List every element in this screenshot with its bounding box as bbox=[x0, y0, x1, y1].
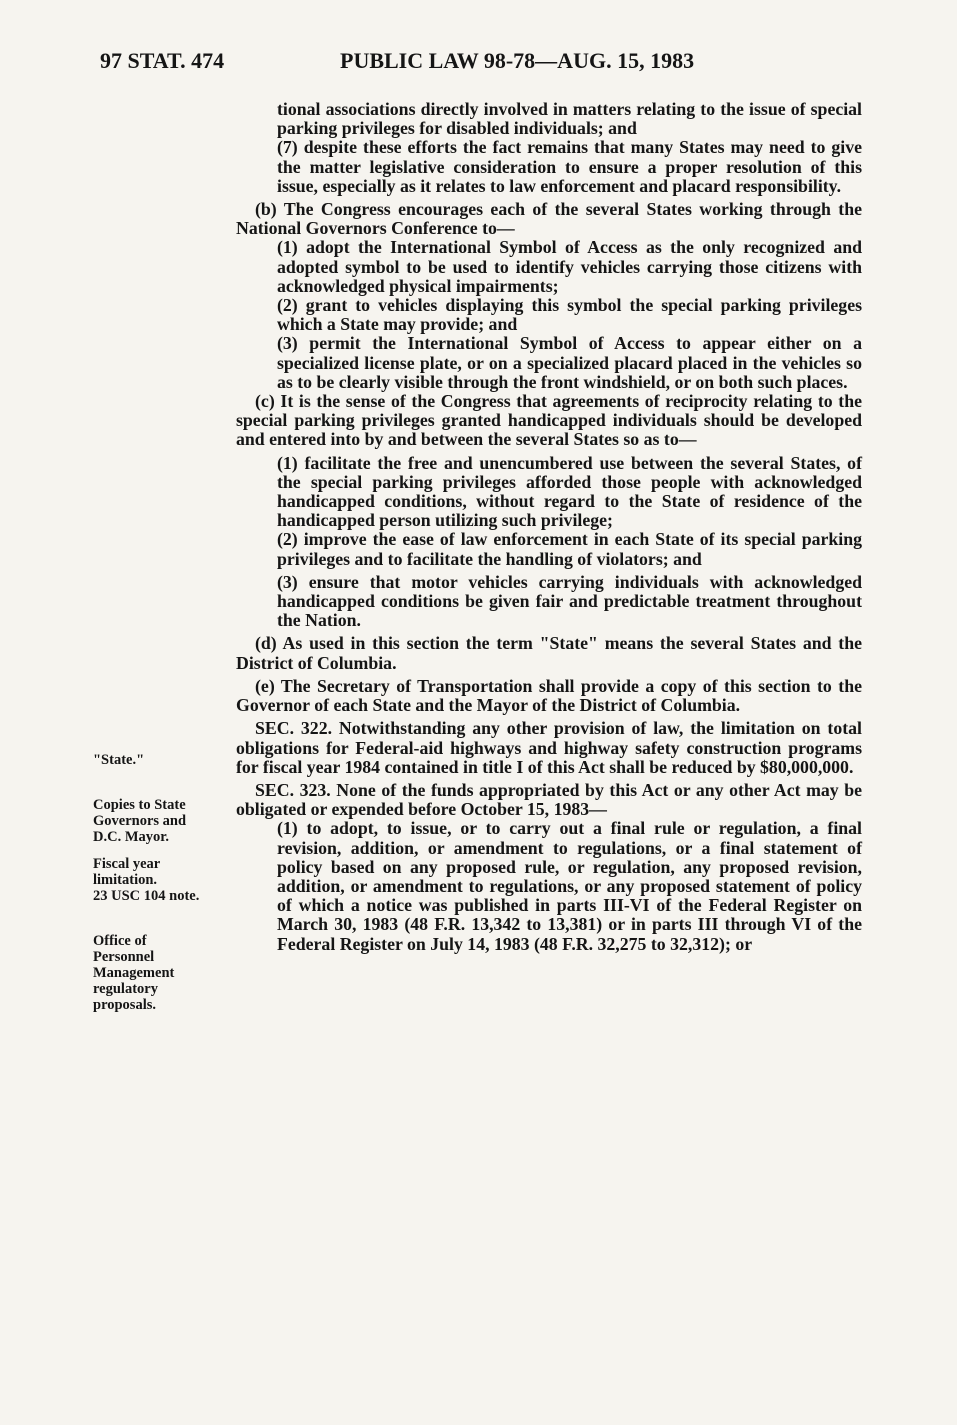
paragraph: (7) despite these efforts the fact remains that many States may need to give the matter legislative consideration to ensure a proper resolution of this issue, especially as it relates to law enforcement and placard responsibility. bbox=[277, 137, 862, 196]
paragraph: (b) The Congress encourages each of the several States working through the National Governors Conference to— bbox=[236, 199, 862, 239]
statute-page-number: 97 STAT. 474 bbox=[100, 48, 225, 73]
paragraph: (2) improve the ease of law enforcement in each State of its special parking privileges and to facilitate the handling of violators; and bbox=[277, 529, 862, 569]
margin-note-copies: Copies to State Governors and D.C. Mayor. bbox=[93, 797, 187, 845]
margin-note-opm: Office of Personnel Management regulatory proposals. bbox=[93, 933, 175, 1013]
paragraph: (3) ensure that motor vehicles carrying individuals with acknowledged handicapped conditions be given fair and predictable treatment throughout the Nation. bbox=[277, 571, 862, 631]
public-law-title: PUBLIC LAW 98-78—AUG. 15, 1983 bbox=[340, 48, 695, 73]
paragraph: (1) to adopt, to issue, or to carry out a final rule or regulation, a final revision, addition, or amendment to regulations, or a final statement of policy based on any proposed rule, or regulation, any proposed revision, addition, or amendment to regulations, or any proposed statement of policy of which a notice was published in parts III-VI of the Federal Register on March 30, 1983 (48 F.R. 13,342 to 13,381) or in parts III through VI of the Federal Register on July 14, 1983 (48 F.R. 32,275 to 32,312); or bbox=[277, 818, 862, 954]
paragraph: (d) As used in this section the term "State" means the several States and the District of Columbia. bbox=[236, 633, 862, 673]
paragraph: SEC. 322. Notwithstanding any other provision of law, the limitation on total obligations for Federal-aid highways and highway safety construction programs for fiscal year 1984 contained in title I of this Act shall be reduced by $80,000,000. bbox=[236, 718, 862, 777]
paragraph: (1) adopt the International Symbol of Access as the only recognized and adopted symbol to be used to identify vehicles carrying those citizens with acknowledged physical impairments; bbox=[277, 237, 862, 296]
paragraph: (2) grant to vehicles displaying this symbol the special parking privileges which a State may provide; and bbox=[277, 295, 862, 335]
paragraph: (e) The Secretary of Transportation shall provide a copy of this section to the Governor of each State and the Mayor of the District of Columbia. bbox=[236, 675, 862, 716]
paragraph: SEC. 323. None of the funds appropriated by this Act or any other Act may be obligated or expended before October 15, 1983— bbox=[236, 779, 862, 820]
margin-note-state: "State." bbox=[93, 752, 145, 768]
paragraph: (3) permit the International Symbol of Access to appear either on a specialized license plate, or on a specialized placard placed in the vehicles so as to be clearly visible through the front windshield, or on both such places. bbox=[277, 333, 862, 392]
document-body bbox=[236, 100, 862, 954]
paragraph: (c) It is the sense of the Congress that agreements of reciprocity relating to the special parking privileges granted handicapped individuals should be developed and entered into by and between the several States so as to— bbox=[236, 391, 862, 450]
paragraph: (1) facilitate the free and unencumbered use between the several States, of the special parking privileges afforded those people with acknowledged handicapped conditions, without regard to the State of residence of the handicapped person utilizing such privilege; bbox=[277, 452, 862, 531]
margin-note-fiscal-year: Fiscal year limitation. 23 USC 104 note. bbox=[93, 856, 200, 904]
page-header bbox=[100, 48, 860, 82]
paragraph: tional associations directly involved in matters relating to the issue of special parking privileges for disabled individuals; and bbox=[277, 99, 862, 139]
